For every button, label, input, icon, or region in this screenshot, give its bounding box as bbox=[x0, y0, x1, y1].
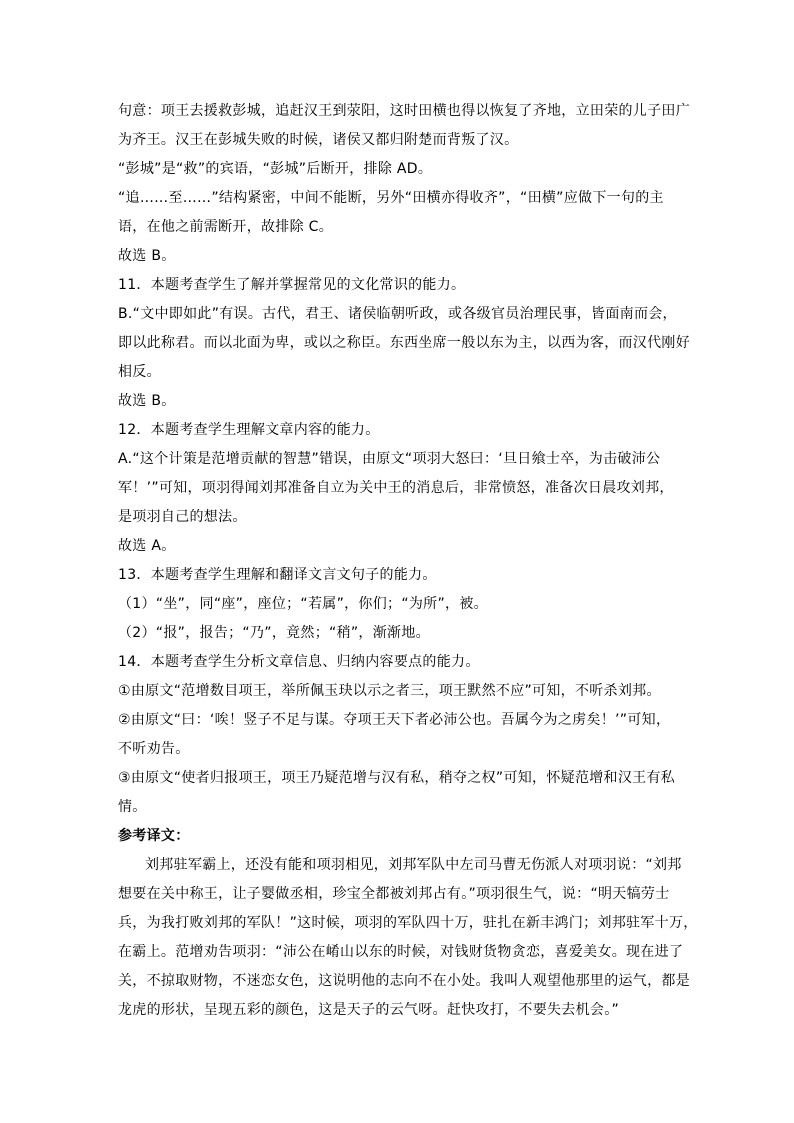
text-line: ②由原文“曰：‘唉！竖子不足与谋。夺项王天下者必沛公也。吾属今为之虏矣！’”可知， bbox=[118, 712, 671, 728]
text-line: 相反。 bbox=[118, 364, 161, 380]
translation-heading: 参考译文： bbox=[118, 828, 190, 844]
text-line: 是项羽自己的想法。 bbox=[118, 509, 247, 525]
text-line: （1）“坐”，同“座”，座位；“若属”，你们；“为所”，被。 bbox=[118, 596, 488, 612]
text-line: “追……至……”结构紧密，中间不能断，另外“田横亦得收齐”，“田横”应做下一句的主 bbox=[118, 190, 664, 206]
text-line: ③由原文“使者归报项王，项王乃疑范增与汉有私，稍夺之权”可知，怀疑范增和汉王有私 bbox=[118, 770, 676, 786]
text-line: 故选 B。 bbox=[118, 393, 176, 409]
translation-line: 关，不掠取财物，不迷恋女色，这说明他的志向不在小处。我叫人观望他那里的运气，都是 bbox=[118, 973, 690, 989]
text-line: 不听劝告。 bbox=[118, 741, 190, 757]
text-line: “彭城”是“救”的宾语，“彭城”后断开，排除 AD。 bbox=[118, 161, 433, 177]
text-line: 故选 A。 bbox=[118, 538, 176, 554]
text-line: 句意：项王去援救彭城，追赶汉王到荥阳，这时田横也得以恢复了齐地，立田荣的儿子田广 bbox=[118, 103, 690, 119]
text-line: 为齐王。汉王在彭城失败的时候，诸侯又都归附楚而背叛了汉。 bbox=[118, 132, 519, 148]
text-line: ①由原文“范增数目项王，举所佩玉玦以示之者三，项王默然不应”可知，不听杀刘邦。 bbox=[118, 683, 661, 699]
translation-line: 刘邦驻军霸上，还没有能和项羽相见，刘邦军队中左司马曹无伤派人对项羽说：“刘邦 bbox=[145, 857, 682, 873]
document-page bbox=[118, 100, 698, 1028]
translation-line: 在霸上。范增劝告项羽：“沛公在崤山以东的时候，对钱财货物贪恋，喜爱美女。现在进了 bbox=[118, 944, 684, 960]
text-line: A.“这个计策是范增贡献的智慧”错误，由原文“项羽大怒曰：‘旦日飨士卒，为击破沛公 bbox=[118, 451, 661, 467]
question-heading: 14．本题考查学生分析文章信息、归纳内容要点的能力。 bbox=[118, 654, 480, 670]
translation-line: 龙虎的形状，呈现五彩的颜色，这是天子的云气呀。赶快攻打，不要失去机会。” bbox=[118, 1002, 620, 1018]
translation-line: 兵，为我打败刘邦的军队！”这时候，项羽的军队四十万，驻扎在新丰鸿门；刘邦驻军十万， bbox=[118, 915, 698, 931]
question-heading: 12．本题考查学生理解文章内容的能力。 bbox=[118, 422, 380, 438]
text-line: 情。 bbox=[118, 799, 147, 815]
text-line: 军！’”可知，项羽得闻刘邦准备自立为关中王的消息后，非常愤怒，准备次日晨攻刘邦， bbox=[118, 480, 674, 496]
question-heading: 13．本题考查学生理解和翻译文言文句子的能力。 bbox=[118, 567, 437, 583]
question-heading: 11．本题考查学生了解并掌握常见的文化常识的能力。 bbox=[118, 277, 466, 293]
text-line: 故选 B。 bbox=[118, 248, 176, 264]
text-line: 即以此称君。而以北面为卑，或以之称臣。东西坐席一般以东为主，以西为客，而汉代刚好 bbox=[118, 335, 690, 351]
text-line: 语，在他之前需断开，故排除 C。 bbox=[118, 219, 334, 235]
translation-line: 想要在关中称王，让子婴做丞相，珍宝全都被刘邦占有。”项羽很生气，说：“明天犒劳士 bbox=[118, 886, 670, 902]
text-line: （2）“报”，报告；“乃”，竟然；“稍”，渐渐地。 bbox=[118, 625, 430, 641]
text-line: B.“文中即如此”有误。古代，君王、诸侯临朝听政，或各级官员治理民事，皆面南而会， bbox=[118, 306, 677, 322]
